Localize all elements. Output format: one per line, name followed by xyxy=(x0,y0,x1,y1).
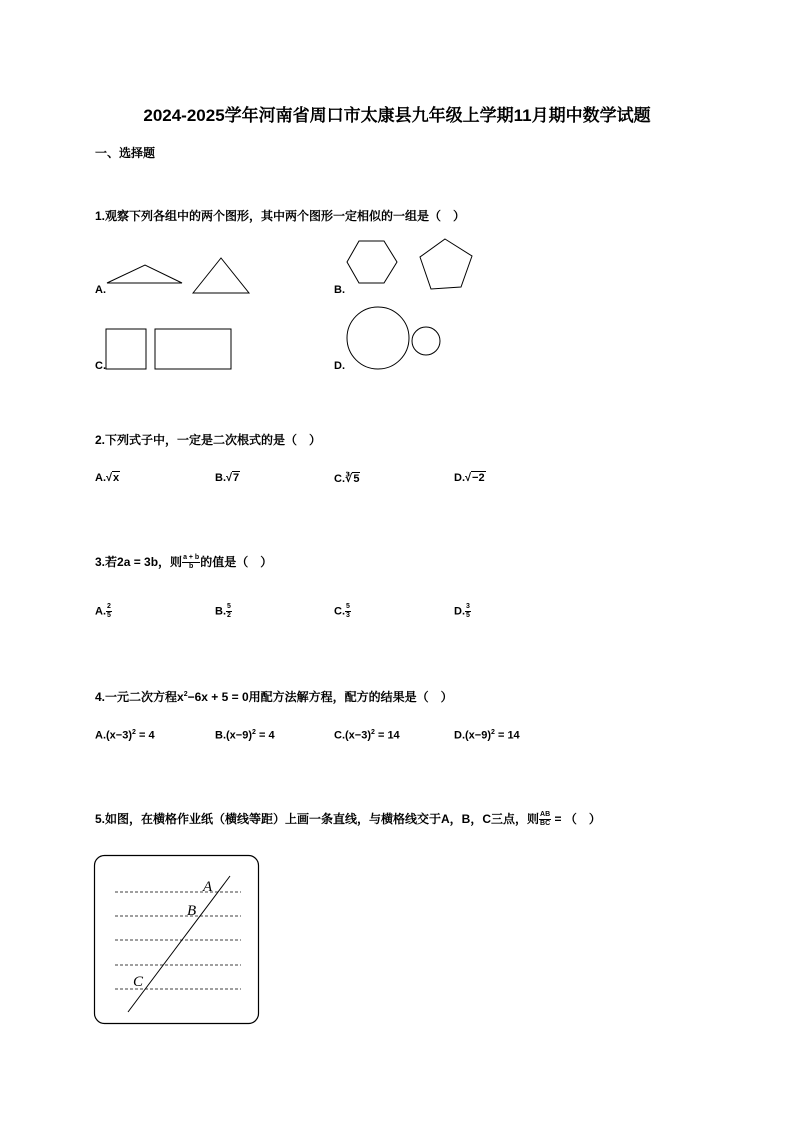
question-3-stem xyxy=(95,553,272,571)
q4-option-a xyxy=(95,729,155,742)
q1-option-b-label: B. xyxy=(334,284,345,296)
option-rhs: = 14 xyxy=(374,729,400,742)
fraction-numerator: 5 xyxy=(227,603,231,610)
q2-option-b xyxy=(215,472,240,484)
q1-option-b-figure xyxy=(340,235,480,300)
option-letter: C. xyxy=(334,473,345,485)
q2-option-c xyxy=(334,472,360,485)
fraction-denominator: 5 xyxy=(466,612,470,619)
radical-sign: √ xyxy=(106,472,113,484)
radical-sign: ∛ xyxy=(345,473,353,485)
fraction-denominator: BC xyxy=(540,820,551,828)
transversal-line xyxy=(128,876,230,1012)
q4-option-b xyxy=(215,729,275,742)
fraction-denominator: 5 xyxy=(107,612,111,619)
q2-option-d xyxy=(454,472,486,484)
option-fraction xyxy=(345,603,351,620)
q4-option-c xyxy=(334,729,400,742)
option-rhs: = 4 xyxy=(255,729,275,742)
q4-option-d xyxy=(454,729,520,742)
option-base: (x−9) xyxy=(226,729,252,742)
q3-option-d xyxy=(454,603,471,620)
stem-fraction xyxy=(182,554,200,571)
option-exponent: 2 xyxy=(371,729,375,736)
question-1-stem: 1.观察下列各组中的两个图形，其中两个图形一定相似的一组是（ ） xyxy=(95,209,466,223)
radicand: x xyxy=(113,472,120,484)
stem-equation: 2a = 3b xyxy=(117,555,159,569)
stem-part: = （ ） xyxy=(551,812,601,826)
option-letter: B. xyxy=(215,472,226,484)
q1-option-d-figure xyxy=(340,303,450,373)
q1-option-d-label: D. xyxy=(334,360,345,372)
flat-triangle xyxy=(107,265,182,283)
option-rhs: = 14 xyxy=(494,729,520,742)
stem-exponent: 2 xyxy=(183,691,188,698)
hexagon xyxy=(347,241,397,283)
fraction-numerator: 2 xyxy=(107,603,111,610)
fraction-numerator: 3 xyxy=(466,603,470,610)
fraction-numerator: 5 xyxy=(346,603,350,610)
option-exponent: 2 xyxy=(491,729,495,736)
option-base: (x−3) xyxy=(106,729,132,742)
stem-variable: x xyxy=(177,690,184,704)
option-letter: D. xyxy=(454,472,465,484)
isosceles-triangle xyxy=(193,258,249,293)
option-exponent: 2 xyxy=(132,729,136,736)
stem-part: 4.一元二次方程 xyxy=(95,690,178,704)
option-letter: B. xyxy=(215,729,226,742)
q3-option-b xyxy=(215,603,232,620)
question-5-stem xyxy=(95,810,601,828)
option-base: (x−3) xyxy=(345,729,371,742)
option-fraction xyxy=(465,603,471,620)
q2-option-a xyxy=(95,472,120,484)
radicand: 5 xyxy=(353,473,360,485)
square xyxy=(106,329,146,369)
option-letter: C. xyxy=(334,729,345,742)
option-letter: C. xyxy=(334,605,345,618)
q5-lined-paper-figure xyxy=(93,854,261,1026)
paper-border xyxy=(95,856,259,1024)
option-rhs: = 4 xyxy=(135,729,155,742)
option-letter: D. xyxy=(454,729,465,742)
option-letter: A. xyxy=(95,472,106,484)
radical-sign: √ xyxy=(465,472,472,484)
stem-part: ，则 xyxy=(158,555,183,569)
option-fraction xyxy=(106,603,112,620)
q1-option-c-figure xyxy=(100,325,240,375)
stem-part: 用配方法解方程，配方的结果是（ ） xyxy=(248,690,453,704)
option-base: (x−9) xyxy=(465,729,491,742)
question-4-stem xyxy=(95,688,453,705)
option-exponent: 2 xyxy=(252,729,256,736)
option-letter: D. xyxy=(454,605,465,618)
large-circle xyxy=(347,307,409,369)
section-heading: 一、选择题 xyxy=(95,146,156,160)
q1-option-a-label: A. xyxy=(95,284,106,296)
fraction-numerator: AB xyxy=(540,811,551,819)
rectangle xyxy=(155,329,231,369)
point-label-c: C xyxy=(133,974,144,990)
option-fraction xyxy=(226,603,232,620)
option-letter: A. xyxy=(95,605,106,618)
question-2-stem: 2.下列式子中，一定是二次根式的是（ ） xyxy=(95,433,322,447)
stem-part: 3.若 xyxy=(95,555,118,569)
fraction-denominator: 2 xyxy=(227,612,231,619)
point-label-a: A xyxy=(203,879,213,895)
option-letter: A. xyxy=(95,729,106,742)
small-circle xyxy=(412,327,440,355)
option-letter: B. xyxy=(215,605,226,618)
stem-fraction xyxy=(539,811,551,828)
stem-part: 的值是（ ） xyxy=(200,555,273,569)
radicand: −2 xyxy=(472,472,485,484)
q1-option-a-figure xyxy=(100,255,260,300)
fraction-numerator: a + b xyxy=(183,554,200,562)
stem-part: 5.如图，在横格作业纸（横线等距）上画一条直线，与横格线交于A，B，C三点，则 xyxy=(95,812,540,826)
radical-sign: √ xyxy=(226,472,233,484)
q1-option-c-label: C. xyxy=(95,360,106,372)
radicand: 7 xyxy=(233,472,240,484)
fraction-denominator: b xyxy=(189,563,194,571)
q3-option-a xyxy=(95,603,112,620)
q3-option-c xyxy=(334,603,351,620)
page-title: 2024-2025学年河南省周口市太康县九年级上学期11月期中数学试题 xyxy=(143,106,651,125)
stem-equation: −6x + 5 = 0 xyxy=(187,690,249,704)
pentagon xyxy=(420,239,472,289)
fraction-denominator: 3 xyxy=(346,612,350,619)
point-label-b: B xyxy=(187,903,197,919)
